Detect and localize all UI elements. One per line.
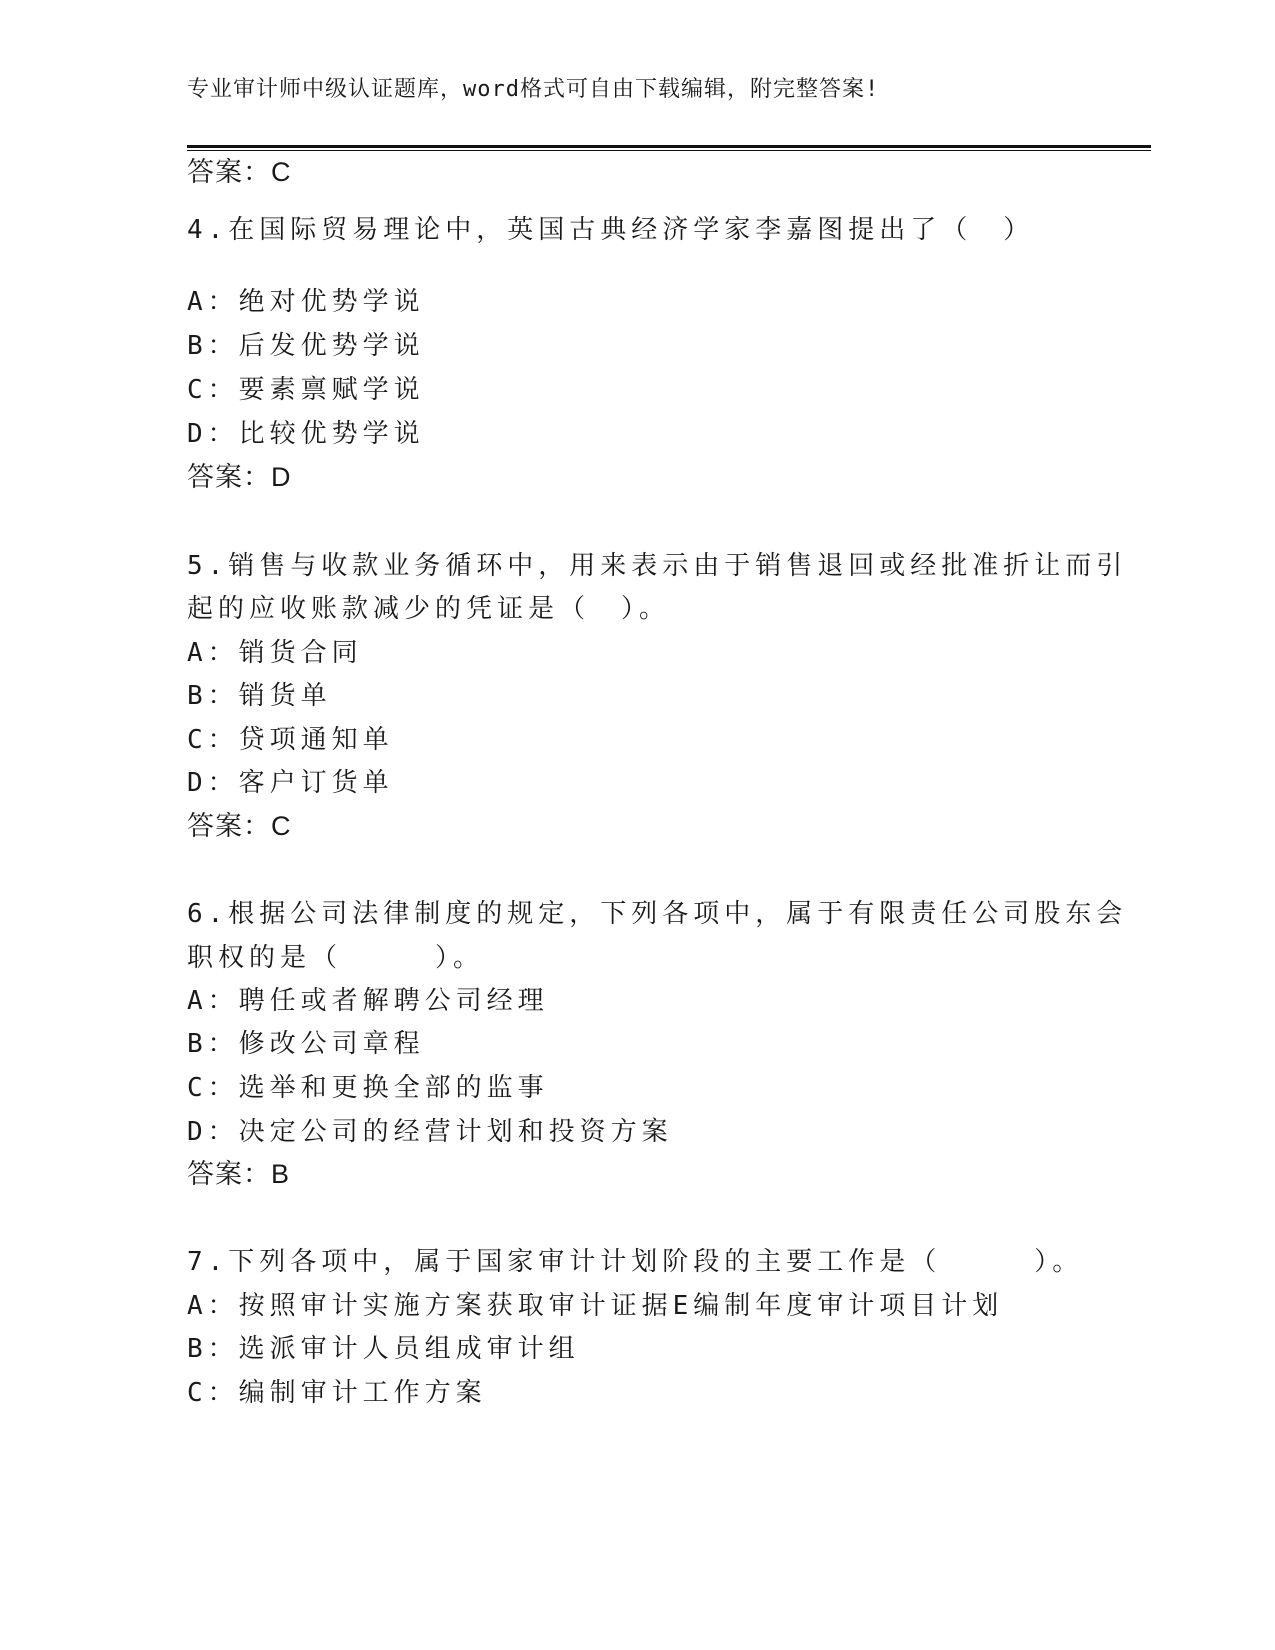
option-c: C：要素禀赋学说 — [187, 375, 425, 405]
question-stem: 4.在国际贸易理论中，英国古典经济学家李嘉图提出了（ ） — [187, 215, 1035, 245]
option-a: A：聘任或者解聘公司经理 — [187, 986, 549, 1016]
option-b: B：后发优势学说 — [187, 331, 425, 361]
question-stem-continued: 职权的是（ ）。 — [187, 943, 485, 973]
option-b: B：选派审计人员组成审计组 — [187, 1334, 580, 1364]
option-c: C：编制审计工作方案 — [187, 1378, 487, 1408]
answer: 答案：D — [187, 462, 292, 492]
option-d: D：比较优势学说 — [187, 419, 425, 449]
question-stem: 5.销售与收款业务循环中，用来表示由于销售退回或经批准折让而引 — [187, 551, 1128, 581]
option-a: A：按照审计实施方案获取审计证据E编制年度审计项目计划 — [187, 1291, 1004, 1321]
question-stem-continued: 起的应收账款减少的凭证是（ ）。 — [187, 594, 671, 624]
question-stem: 6.根据公司法律制度的规定，下列各项中，属于有限责任公司股东会 — [187, 899, 1128, 929]
option-d: D：客户订货单 — [187, 768, 394, 798]
header-rule-thin — [187, 150, 1151, 151]
option-a: A：销货合同 — [187, 638, 363, 668]
option-c: C：选举和更换全部的监事 — [187, 1073, 549, 1103]
question-stem: 7.下列各项中，属于国家审计计划阶段的主要工作是（ ）。 — [187, 1247, 1084, 1277]
answer: 答案：C — [187, 811, 292, 841]
option-a: A：绝对优势学说 — [187, 287, 425, 317]
option-b: B：修改公司章程 — [187, 1029, 425, 1059]
answer-previous: 答案：C — [187, 157, 292, 187]
header-rule-thick — [187, 145, 1151, 148]
option-c: C：贷项通知单 — [187, 725, 394, 755]
page-header: 专业审计师中级认证题库，word格式可自由下载编辑，附完整答案! — [187, 77, 880, 102]
option-d: D：决定公司的经营计划和投资方案 — [187, 1117, 673, 1147]
answer: 答案：B — [187, 1159, 291, 1189]
option-b: B：销货单 — [187, 681, 332, 711]
